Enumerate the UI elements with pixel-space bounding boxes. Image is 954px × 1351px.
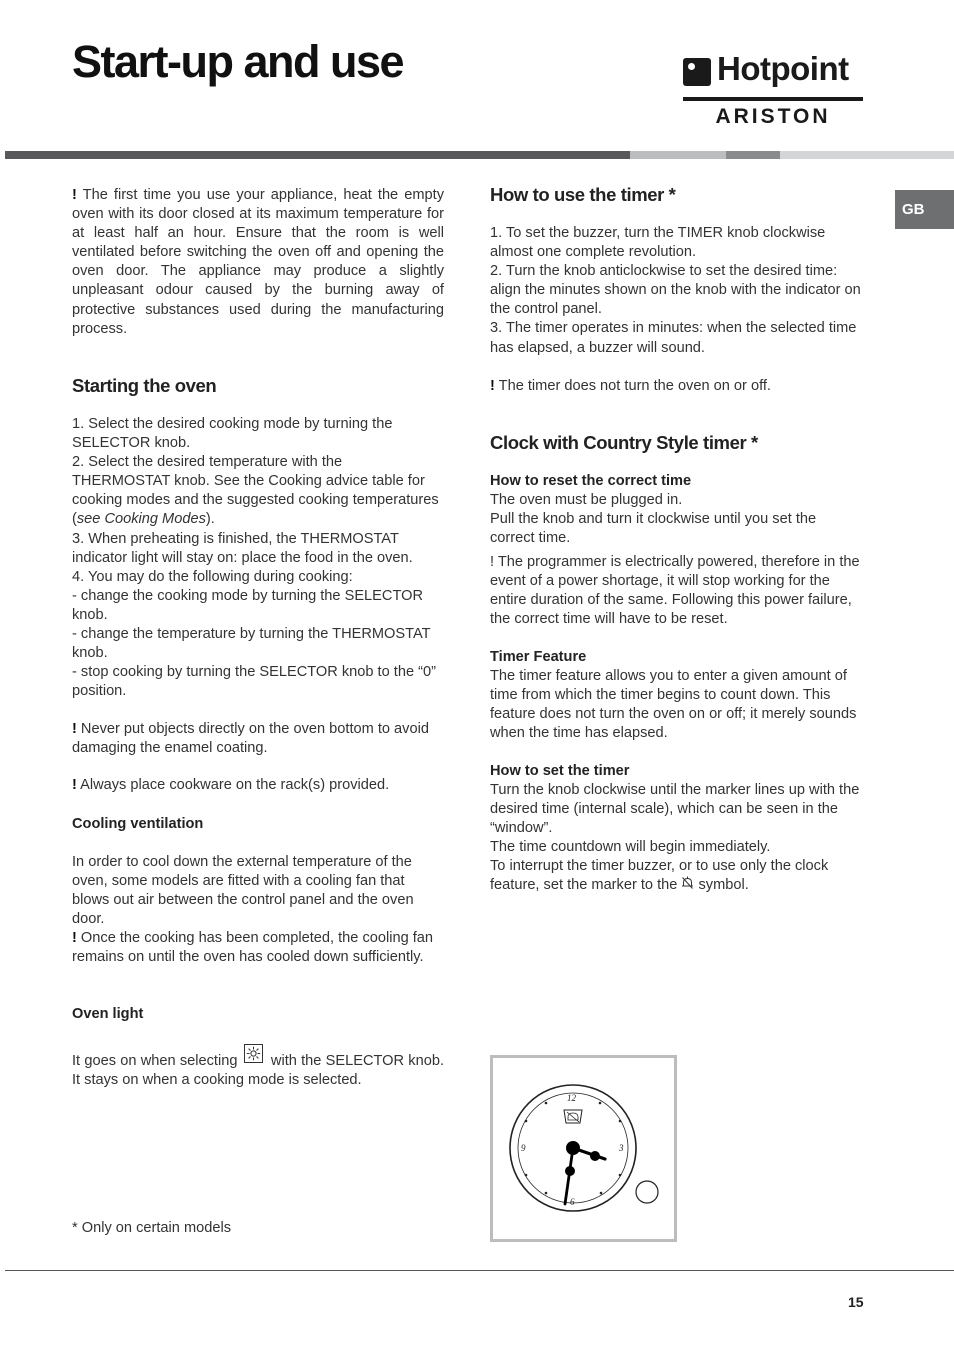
- clock-numeral-9: 9: [521, 1143, 526, 1153]
- oven-light-icon: [244, 1044, 263, 1063]
- header-bar-mid: [726, 151, 780, 159]
- logo-mark-icon: [683, 58, 711, 86]
- logo-rule: [683, 97, 863, 101]
- header-bar-pale: [780, 151, 954, 159]
- bottom-rule: [5, 1270, 954, 1271]
- starting-oven-heading: Starting the oven: [72, 375, 217, 396]
- cooling-fan-note: ! Once the cooking has been completed, the cooling fan remains on until the oven has cooled down sufficiently.: [72, 930, 434, 966]
- warning-oven-bottom: ! Never put objects directly on the oven bottom to avoid damaging the enamel coating.: [72, 721, 429, 757]
- starting-oven-steps: 1. Select the desired cooking mode by turning the SELECTOR knob. 2. Select the desired temperature with the THERMOSTAT knob. See the Cooking advice table for cooking modes and the suggested cooking temperatures (see Cooking Modes). 3. When preheating is finished, the THERMOSTAT indicator light will stay on: place the food in the oven. 4. You may do the following during cooking: - change the cooking mode by turning the SELECTOR knob. - change the temperature by turning the THERMOSTAT knob. - stop cooking by turning the SELECTOR knob to the “0” position.: [72, 416, 439, 700]
- clock-hour-hand-knob: [590, 1151, 600, 1161]
- oven-light-text: It goes on when selecting with the SELECTOR knob. It stays on when a cooking mode is selected.: [72, 1049, 444, 1090]
- timer-note: ! The timer does not turn the oven on or off.: [490, 378, 771, 394]
- language-tab: GB: [895, 190, 954, 229]
- header-bar-light: [630, 151, 726, 159]
- oven-light-heading: Oven light: [72, 1006, 144, 1022]
- cooling-ventilation-text: In order to cool down the external temperature of the oven, some models are fitted with a cooling fan that blows out air between the control panel and the oven door.: [72, 854, 414, 928]
- footnote: * Only on certain models: [72, 1220, 231, 1236]
- clock-heading: Clock with Country Style timer *: [490, 432, 758, 453]
- clock-numeral-3: 3: [619, 1143, 624, 1153]
- page-number: 15: [848, 1294, 864, 1310]
- clock-numeral-6: 6: [570, 1197, 575, 1207]
- timer-feature-text: The timer feature allows you to enter a given amount of time from which the timer begins to count down. This feature does not turn the oven on or off; it merely sounds when the time has elapsed.: [490, 668, 857, 742]
- warning-cookware: ! Always place cookware on the rack(s) provided.: [72, 777, 390, 793]
- reset-time-heading: How to reset the correct time: [490, 473, 692, 489]
- clock-center-hub: [566, 1141, 580, 1155]
- set-timer-heading: How to set the timer: [490, 763, 630, 779]
- power-failure-note: ! The programmer is electrically powered, therefore in the event of a power shortage, it will stop working for the entire duration of the same. Following this power failure, the correct time will have to be reset.: [490, 554, 860, 628]
- cooling-ventilation-heading: Cooling ventilation: [72, 816, 204, 832]
- timer-heading: How to use the timer *: [490, 184, 676, 205]
- reset-time-text: The oven must be plugged in. Pull the knob and turn it clockwise until you set the correct time.: [490, 492, 817, 547]
- hotpoint-ariston-logo: [683, 50, 863, 132]
- clock-numeral-12: 12: [567, 1093, 576, 1103]
- set-timer-text: Turn the knob clockwise until the marker lines up with the desired time (internal scale), which can be seen in the “window”. The time countdown will begin immediately. To interrupt the timer buzzer, or to use only the clock feature, set the marker to the symbol.: [490, 782, 860, 894]
- header-bar-dark: [5, 151, 630, 159]
- logo-brand-main: Hotpoint: [717, 50, 849, 87]
- bell-crossed-icon: [681, 876, 694, 890]
- logo-brand-sub: ARISTON: [715, 105, 831, 128]
- timer-feature-heading: Timer Feature: [490, 649, 587, 665]
- clock-minute-hand-knob: [565, 1166, 575, 1176]
- clock-dial-svg: [493, 1058, 674, 1239]
- timer-steps: 1. To set the buzzer, turn the TIMER knob clockwise almost one complete revolution. 2. Turn the knob anticlockwise to set the desired time: align the minutes shown on the knob with the indicator on the control panel. 3. The timer operates in minutes: when the selected time has elapsed, a buzzer will sound.: [490, 225, 861, 356]
- page-title: Start-up and use: [72, 36, 404, 87]
- clock-window-bell-icon: [564, 1110, 582, 1123]
- clock-timer-illustration: [490, 1055, 677, 1242]
- clock-knob: [636, 1181, 658, 1203]
- intro-paragraph: ! The first time you use your appliance, heat the empty oven with its door closed at its maximum temperature for at least half an hour. Ensure that the room is well ventilated before switching the oven off and opening the oven door. The appliance may produce a slightly unpleasant odour caused by the burning away of protective substances used during the manufacturing process.: [72, 187, 444, 337]
